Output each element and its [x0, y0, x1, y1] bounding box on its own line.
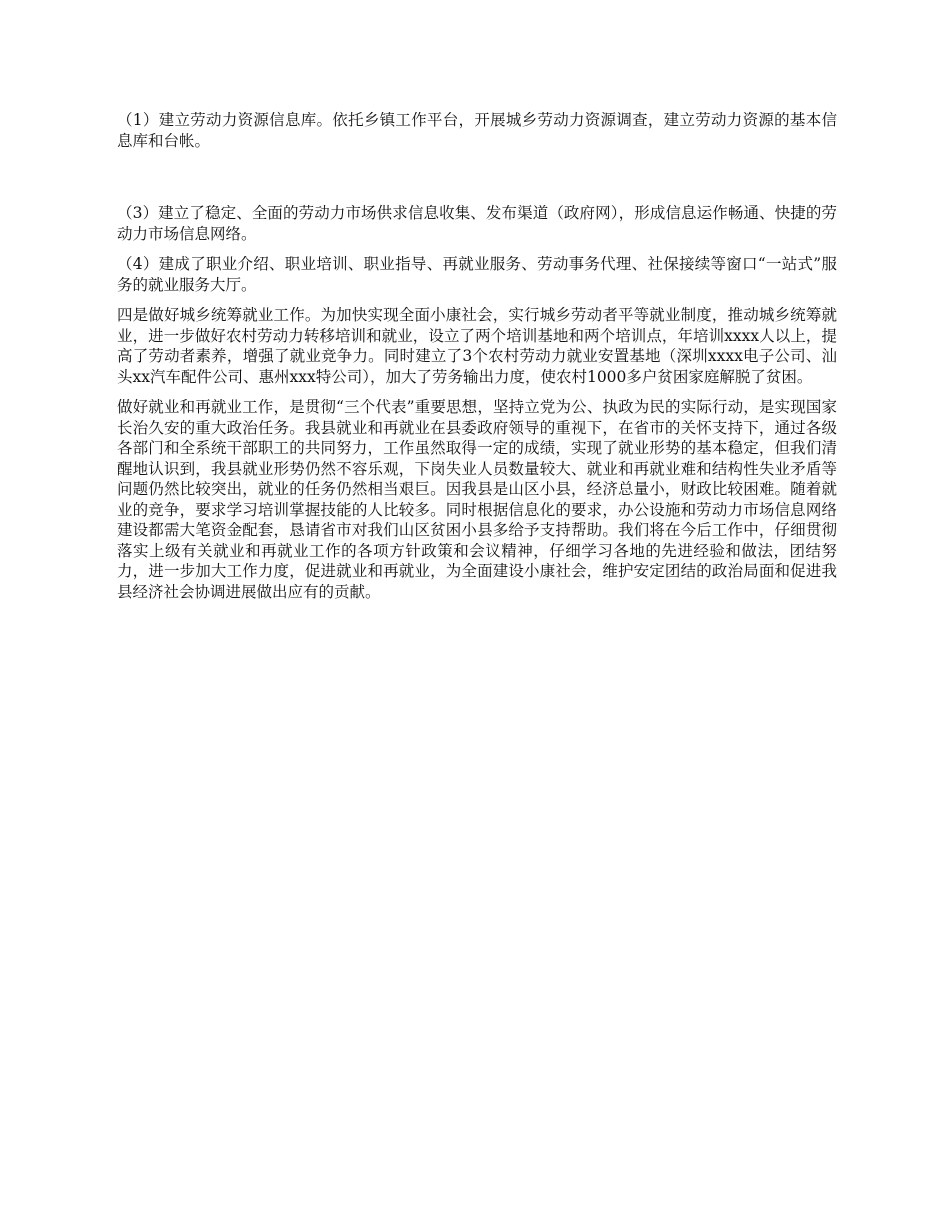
paragraph-urban-rural-employment: 四是做好城乡统筹就业工作。为加快实现全面小康社会，实行城乡劳动者平等就业制度，推动城乡统筹就业，进一步做好农村劳动力转移培训和就业，设立了两个培训基地和两个培训点，年培训xxxx人以上，提高了劳动者素养，增强了就业竞争力。同时建立了3个农村劳动力就业安置基地（深圳xxxx电子公司、汕头xx汽车配件公司、惠州xxx特公司），加大了劳务输出力度，使农村1000多户贫困家庭解脱了贫困。 [117, 306, 837, 386]
document-page [117, 110, 837, 612]
paragraph-labor-resource-database: （1）建立劳动力资源信息库。依托乡镇工作平台，开展城乡劳动力资源调查，建立劳动力资源的基本信息库和台帐。 [117, 111, 837, 150]
paragraph-one-stop-service-hall: （4）建成了职业介绍、职业培训、职业指导、再就业服务、劳动事务代理、社保接续等窗口“一站式”服务的就业服务大厅。 [117, 255, 837, 294]
paragraph-conclusion: 做好就业和再就业工作，是贯彻“三个代表”重要思想，坚持立党为公、执政为民的实际行动，是实现国家长治久安的重大政治任务。我县就业和再就业在县委政府领导的重视下，在省市的关怀支持下，通过各级各部门和全系统干部职工的共同努力，工作虽然取得一定的成绩，实现了就业形势的基本稳定，但我们清醒地认识到，我县就业形势仍然不容乐观，下岗失业人员数量较大、就业和再就业难和结构性失业矛盾等问题仍然比较突出，就业的任务仍然相当艰巨。因我县是山区小县，经济总量小，财政比较困难。随着就业的竞争，要求学习培训掌握技能的人比较多。同时根据信息化的要求，办公设施和劳动力市场信息网络建设都需大笔资金配套，恳请省市对我们山区贫困小县多给予支持帮助。我们将在今后工作中，仔细贯彻落实上级有关就业和再就业工作的各项方针政策和会议精神，仔细学习各地的先进经验和做法，团结努力，进一步加大工作力度，促进就业和再就业，为全面建设小康社会，维护安定团结的政治局面和促进我县经济社会协调进展做出应有的贡献。 [117, 398, 837, 601]
paragraph-market-info-channel: （3）建立了稳定、全面的劳动力市场供求信息收集、发布渠道（政府网），形成信息运作畅通、快捷的劳动力市场信息网络。 [117, 204, 837, 243]
